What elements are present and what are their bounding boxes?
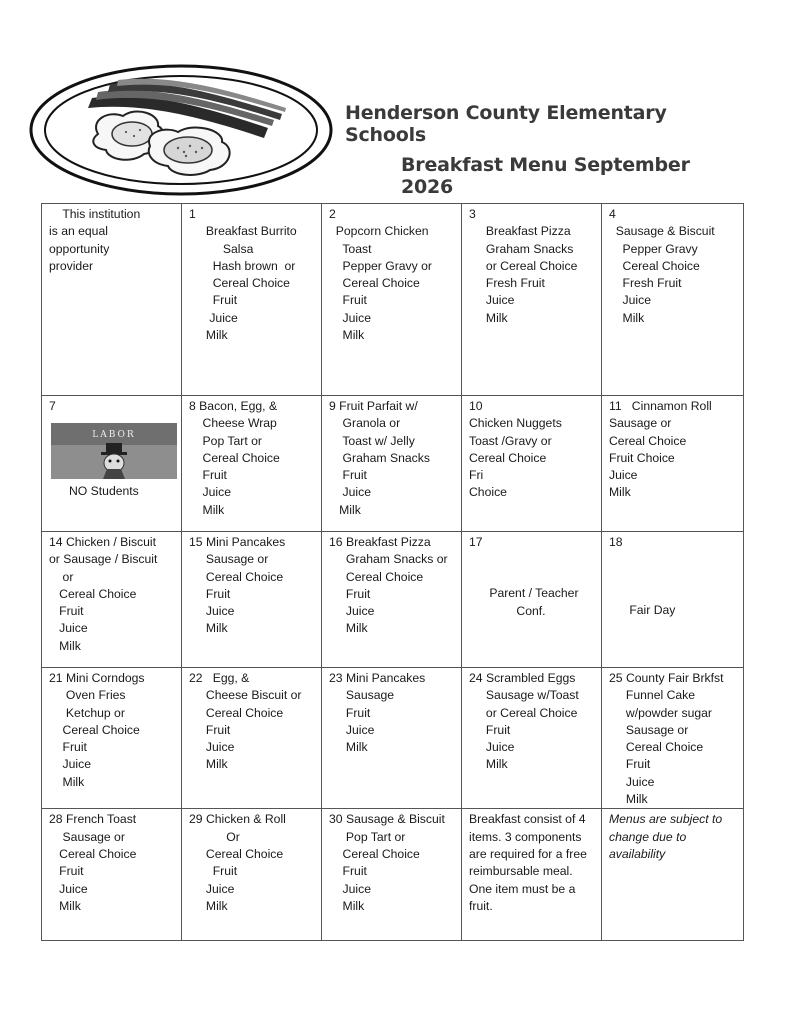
day-cell-8: 8 Bacon, Egg, & Cheese Wrap Pop Tart or Cereal Choice Fruit Juice Milk — [182, 396, 322, 532]
breakfast-menu-calendar — [41, 203, 744, 941]
reimbursable-meal-note: Breakfast consist of 4 items. 3 components are required for a free reimbursable meal. One item must be a fruit. — [462, 809, 602, 941]
week-row — [42, 396, 744, 532]
day-cell-24: 24 Scrambled Eggs Sausage w/Toast or Cereal Choice Fruit Juice Milk — [462, 668, 602, 809]
title-line-menu: Breakfast Menu September 2026 — [401, 154, 690, 198]
day-cell-11: 11 Cinnamon Roll Sausage or Cereal Choice Fruit Choice Juice Milk — [602, 396, 744, 532]
day-cell-29: 29 Chicken & Roll Or Cereal Choice Fruit Juice Milk — [182, 809, 322, 941]
fair-day-label: Fair Day — [609, 603, 676, 618]
day-cell-28: 28 French Toast Sausage or Cereal Choice Fruit Juice Milk — [42, 809, 182, 941]
day-cell-2: 2 Popcorn Chicken Toast Pepper Gravy or Cereal Choice Fruit Juice Milk — [322, 204, 462, 396]
week-row — [42, 204, 744, 396]
labor-day-image — [51, 423, 177, 479]
breakfast-plate-icon — [28, 62, 334, 198]
day-cell-30: 30 Sausage & Biscuit Pop Tart or Cereal Choice Fruit Juice Milk — [322, 809, 462, 941]
week-row — [42, 809, 744, 941]
no-students-label: NO Students — [69, 484, 139, 499]
day-cell-18: 18 Fair Day — [602, 532, 744, 668]
page-title — [345, 102, 745, 198]
day-cell-23: 23 Mini Pancakes Sausage Fruit Juice Milk — [322, 668, 462, 809]
day-cell-1: 1 Breakfast Burrito Salsa Hash brown or Cereal Choice Fruit Juice Milk — [182, 204, 322, 396]
day-cell-3: 3 Breakfast Pizza Graham Snacks or Cereal Choice Fresh Fruit Juice Milk — [462, 204, 602, 396]
parent-teacher-conference: Parent / Teacher — [469, 586, 579, 601]
day-cell-9: 9 Fruit Parfait w/ Granola or Toast w/ Jelly Graham Snacks Fruit Juice Milk — [322, 396, 462, 532]
title-line-school: Henderson County Elementary Schools — [345, 102, 667, 146]
equal-opportunity-note: This institution is an equal opportunity provider — [42, 204, 182, 396]
day-cell-21: 21 Mini Corndogs Oven Fries Ketchup or Cereal Choice Fruit Juice Milk — [42, 668, 182, 809]
day-cell-16: 16 Breakfast Pizza Graham Snacks or Cereal Choice Fruit Juice Milk — [322, 532, 462, 668]
week-row — [42, 668, 744, 809]
day-cell-4: 4 Sausage & Biscuit Pepper Gravy Cereal Choice Fresh Fruit Juice Milk — [602, 204, 744, 396]
day-cell-7: 7 LABOR NO Students — [42, 396, 182, 532]
week-row — [42, 532, 744, 668]
day-cell-17: 17 Parent / Teacher Conf. — [462, 532, 602, 668]
availability-disclaimer: Menus are subject to change due to availability — [602, 809, 744, 941]
day-cell-25: 25 County Fair Brkfst Funnel Cake w/powder sugar Sausage or Cereal Choice Fruit Juice Milk — [602, 668, 744, 809]
day-cell-15: 15 Mini Pancakes Sausage or Cereal Choice Fruit Juice Milk — [182, 532, 322, 668]
day-cell-10: 10 Chicken Nuggets Toast /Gravy or Cereal Choice Fri Choice — [462, 396, 602, 532]
labor-day-caption: LABOR — [92, 430, 136, 441]
day-cell-22: 22 Egg, & Cheese Biscuit or Cereal Choice Fruit Juice Milk — [182, 668, 322, 809]
day-cell-14: 14 Chicken / Biscuit or Sausage / Biscuit or Cereal Choice Fruit Juice Milk — [42, 532, 182, 668]
